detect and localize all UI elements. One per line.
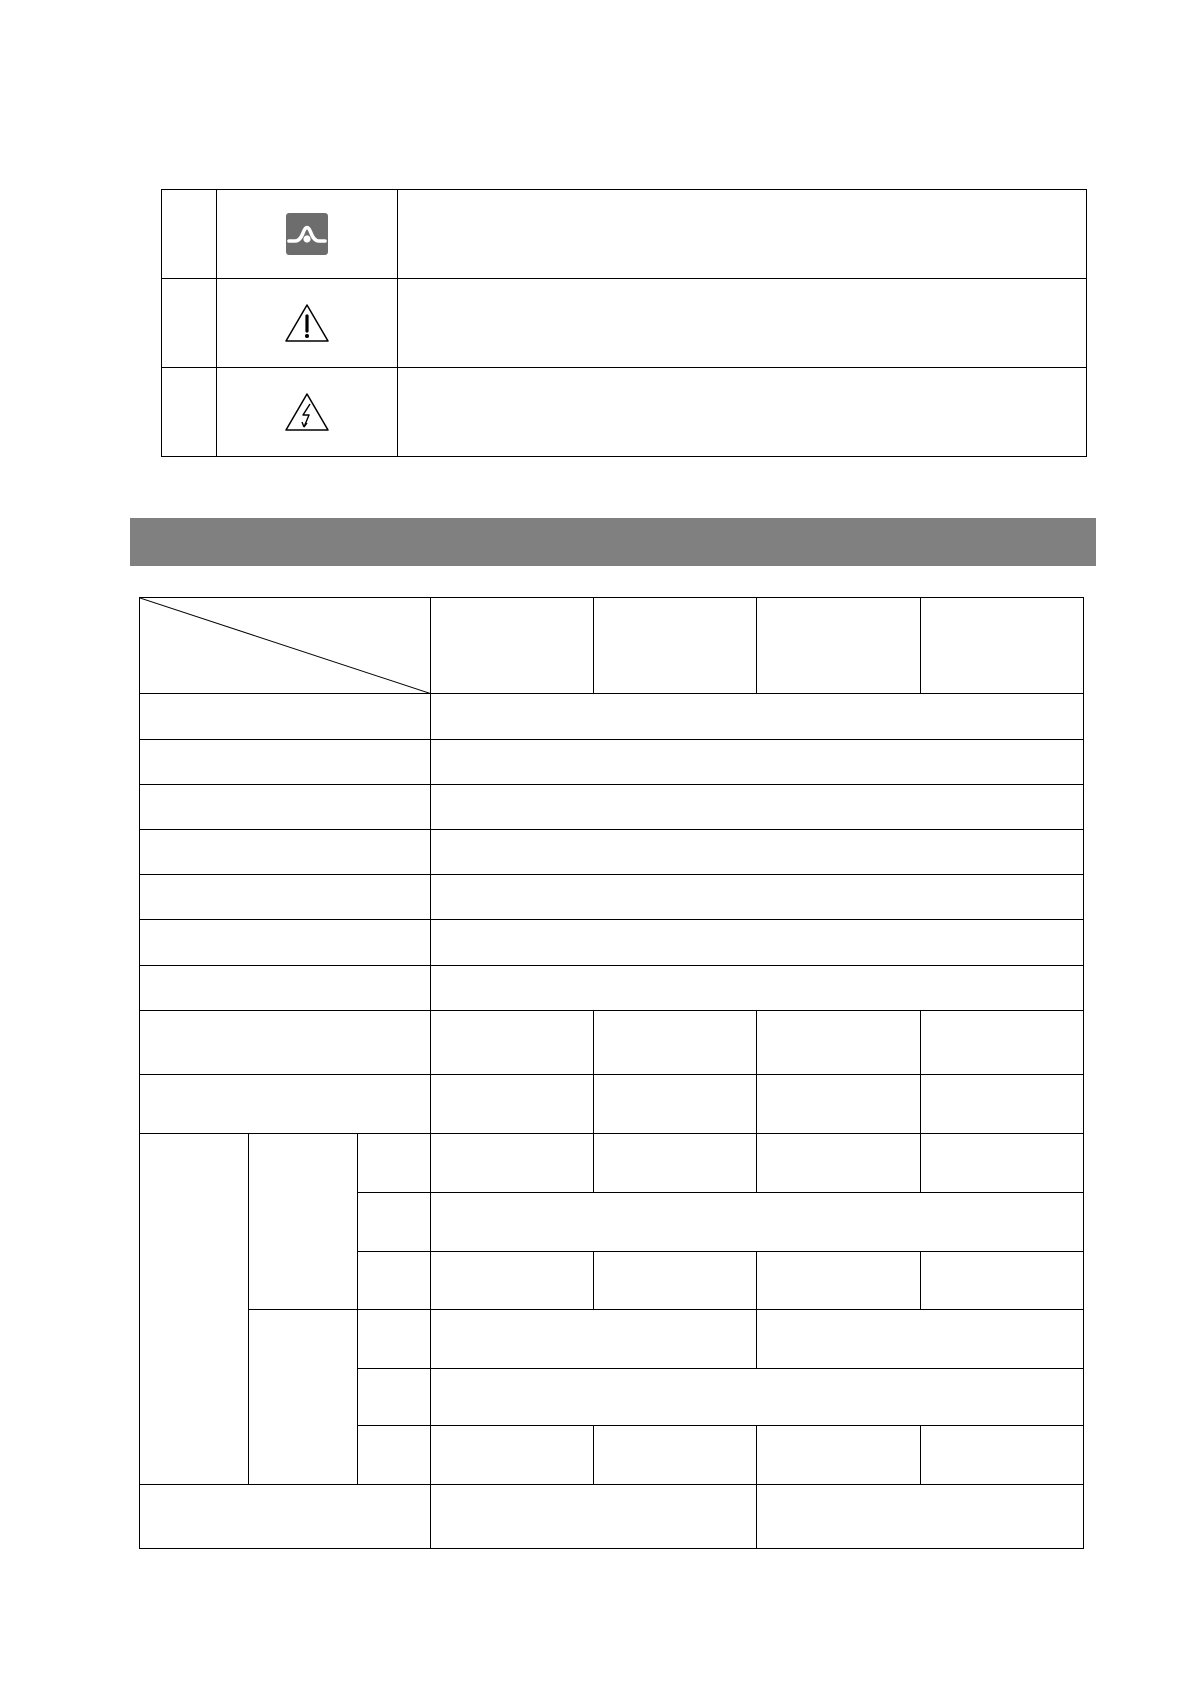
spec-value-cell [921,1426,1084,1484]
spec-label-cell [140,694,431,739]
spec-value-cell [431,1193,1084,1251]
item-label-cell [358,1309,431,1368]
spec-label-cell [140,739,431,784]
symbol-number-cell [162,368,217,457]
spec-value-cell [431,875,1084,920]
spec-value-cell [431,1251,594,1309]
spec-value-cell [431,1484,757,1548]
spec-value-cell [921,1134,1084,1193]
symbol-row [162,190,1087,279]
spec-value-cell [431,739,1084,784]
subgroup-label-cell [249,1309,358,1484]
spec-value-cell [431,1010,594,1074]
item-label-cell [358,1134,431,1193]
hot-surface-icon [286,213,328,255]
table-row [140,829,1084,874]
symbol-icon-cell [217,190,398,279]
spec-value-cell [921,1251,1084,1309]
spec-value-cell [431,1134,594,1193]
model-header-cell [431,598,594,694]
symbol-icon-cell [217,279,398,368]
spec-value-cell [921,1074,1084,1133]
symbol-description-cell [398,190,1087,279]
table-row [140,1309,1084,1368]
item-label-cell [358,1193,431,1251]
table-row [140,739,1084,784]
group-label-cell [140,1134,249,1484]
item-label-cell [358,1426,431,1484]
spec-value-cell [431,965,1084,1010]
caution-icon [283,302,331,344]
symbol-row [162,279,1087,368]
symbol-number-cell [162,190,217,279]
spec-label-cell [140,965,431,1010]
table-row [140,1484,1084,1548]
spec-value-cell [594,1010,757,1074]
spec-value-cell [594,1134,757,1193]
spec-label-cell [140,829,431,874]
table-row [140,1074,1084,1133]
spec-value-cell [431,694,1084,739]
symbol-number-cell [162,279,217,368]
table-row [140,965,1084,1010]
table-row [140,875,1084,920]
table-row [140,694,1084,739]
spec-value-cell [757,1134,921,1193]
spec-value-cell [431,829,1084,874]
symbol-icon-cell [217,368,398,457]
table-row [140,920,1084,965]
subgroup-label-cell [249,1134,358,1310]
model-header-cell [921,598,1084,694]
spec-value-cell [594,1426,757,1484]
section-header-bar [130,518,1096,566]
spec-label-cell [140,875,431,920]
spec-label-cell [140,1074,431,1133]
specification-table [139,597,1084,1549]
safety-symbol-table [161,189,1087,457]
spec-label-cell [140,920,431,965]
model-header-cell [594,598,757,694]
spec-value-cell [921,1010,1084,1074]
model-header-cell [757,598,921,694]
table-header-row [140,598,1084,694]
spec-label-cell [140,784,431,829]
item-label-cell [358,1251,431,1309]
symbol-description-cell [398,368,1087,457]
spec-value-cell [757,1309,1084,1368]
spec-value-cell [757,1251,921,1309]
spec-label-cell [140,1010,431,1074]
spec-value-cell [594,1074,757,1133]
spec-value-cell [431,1369,1084,1426]
spec-value-cell [757,1010,921,1074]
spec-value-cell [431,920,1084,965]
symbol-description-cell [398,279,1087,368]
table-row [140,1134,1084,1193]
item-label-cell [358,1369,431,1426]
spec-value-cell [757,1074,921,1133]
table-row [140,784,1084,829]
spec-value-cell [431,1074,594,1133]
diagonal-header-cell [140,598,431,694]
electric-shock-icon [283,391,331,433]
spec-value-cell [757,1426,921,1484]
spec-value-cell [757,1484,1084,1548]
spec-value-cell [594,1251,757,1309]
symbol-row [162,368,1087,457]
spec-value-cell [431,1309,757,1368]
spec-value-cell [431,784,1084,829]
table-row [140,1010,1084,1074]
spec-label-cell [140,1484,431,1548]
spec-value-cell [431,1426,594,1484]
